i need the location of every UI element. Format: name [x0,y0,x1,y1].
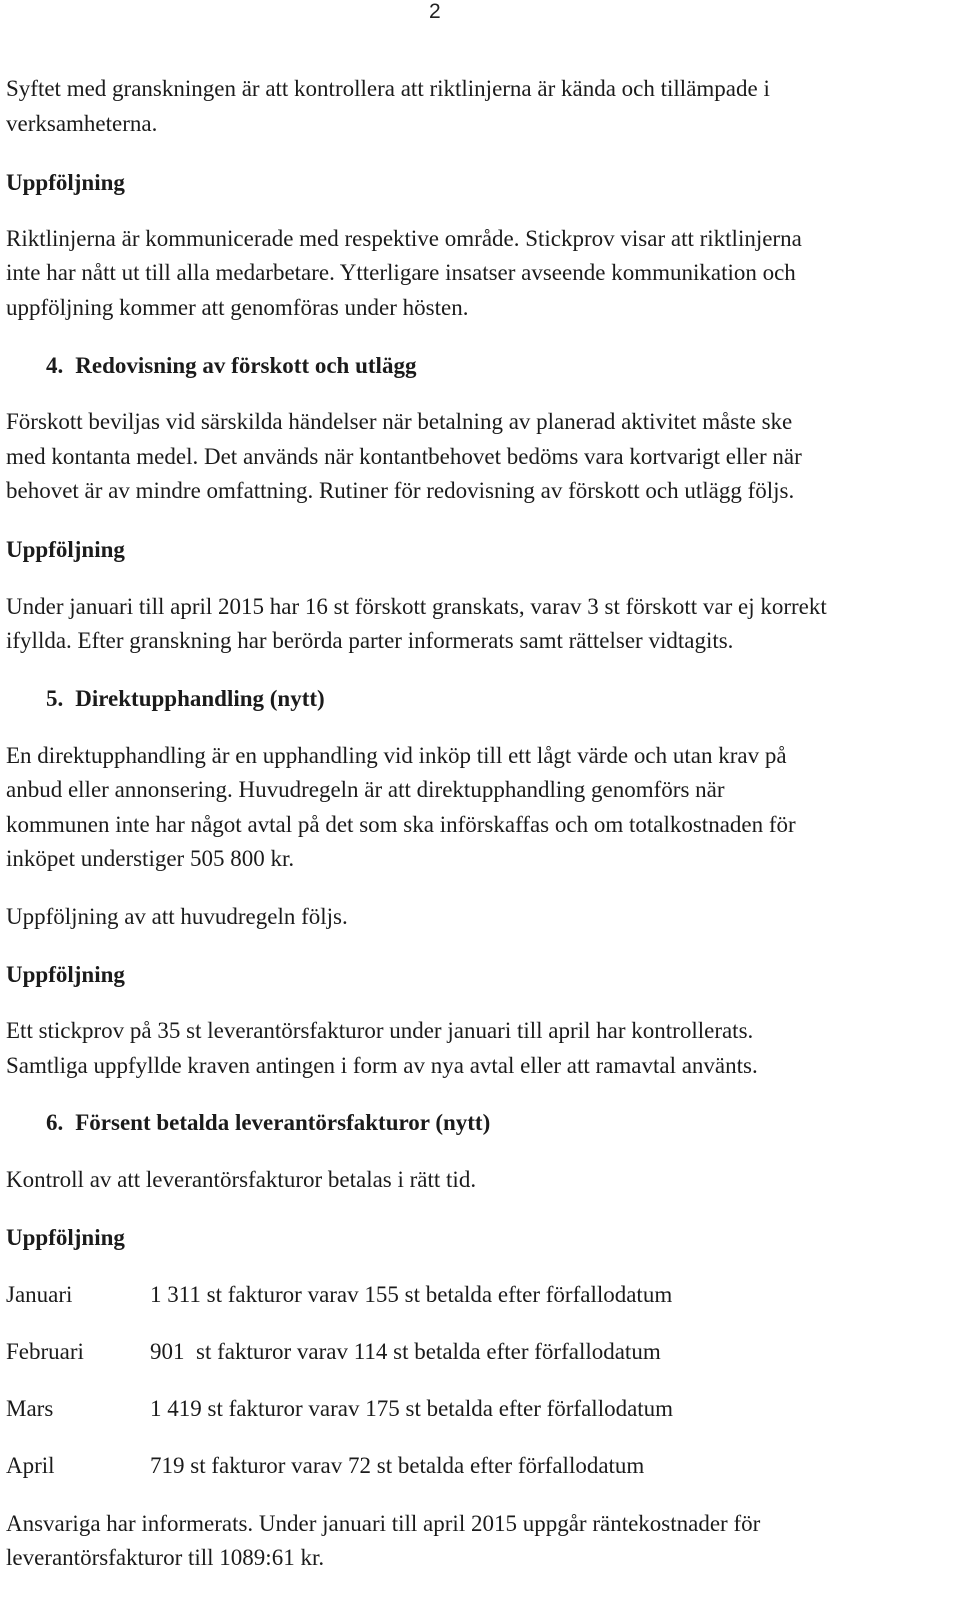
section-5-heading [46,684,325,714]
section-5-line-2: anbud eller annonsering. Huvudregeln är att direktupphandling genomförs när [6,777,725,802]
section-4-number: 4. [46,353,64,378]
section-6-line-1: Kontroll av att leverantörsfakturor betalas i rätt tid. [6,1167,477,1192]
section-6-heading [46,1108,490,1138]
followup-3-line-1: Ett stickprov på 35 st leverantörsfakturor under januari till april har kontrollerats. [6,1018,754,1043]
section-4-line-2: med kontanta medel. Det används när kontantbehovet bedöms vara kortvarigt eller när [6,444,802,469]
month-label: Januari [6,1282,73,1307]
followup-heading-3: Uppföljning [6,962,125,987]
section-5-title: Direktupphandling (nytt) [75,686,325,711]
followup-1-line-3: uppföljning kommer att genomföras under hösten. [6,295,469,320]
section-4-title: Redovisning av förskott och utlägg [75,353,417,378]
followup-heading-1: Uppföljning [6,170,125,195]
month-value: 719 st fakturor varav 72 st betalda efter förfallodatum [150,1453,645,1478]
section-4-line-3: behovet är av mindre omfattning. Rutiner för redovisning av förskott och utlägg följs. [6,478,795,503]
section-5-line-3: kommunen inte har något avtal på det som ska införskaffas och om totalkostnaden för [6,812,796,837]
month-label: Februari [6,1339,84,1364]
page-number: 2 [429,0,441,23]
section-5-line-1: En direktupphandling är en upphandling vid inköp till ett lågt värde och utan krav på [6,743,787,768]
section-5-number: 5. [46,686,64,711]
month-value: 901 st fakturor varav 114 st betalda efter förfallodatum [150,1339,661,1364]
section-4-line-1: Förskott beviljas vid särskilda händelser när betalning av planerad aktivitet måste ske [6,409,793,434]
followup-2-line-2: ifyllda. Efter granskning har berörda parter informerats samt rättelser vidtagits. [6,628,734,653]
purpose-line-1: Syftet med granskningen är att kontrollera att riktlinjerna är kända och tillämpade i [6,76,770,101]
section-5-followup-note: Uppföljning av att huvudregeln följs. [6,904,348,929]
followup-2-line-1: Under januari till april 2015 har 16 st förskott granskats, varav 3 st förskott var ej korrekt [6,594,827,619]
section-5-line-4: inköpet understiger 505 800 kr. [6,846,295,871]
section-4-heading [46,351,416,381]
closing-line-1: Ansvariga har informerats. Under januari till april 2015 uppgår räntekostnader för [6,1511,761,1536]
month-label: Mars [6,1396,54,1421]
section-6-number: 6. [46,1110,64,1135]
section-6-title: Försent betalda leverantörsfakturor (nytt) [75,1110,491,1135]
followup-heading-2: Uppföljning [6,537,125,562]
followup-3-line-2: Samtliga uppfyllde kraven antingen i form av nya avtal eller att ramavtal använts. [6,1053,758,1078]
purpose-line-2: verksamheterna. [6,111,158,136]
followup-1-line-1: Riktlinjerna är kommunicerade med respektive område. Stickprov visar att riktlinjerna [6,226,802,251]
month-value: 1 419 st fakturor varav 175 st betalda efter förfallodatum [150,1396,674,1421]
month-value: 1 311 st fakturor varav 155 st betalda efter förfallodatum [150,1282,673,1307]
closing-line-2: leverantörsfakturor till 1089:61 kr. [6,1545,325,1570]
followup-heading-4: Uppföljning [6,1225,125,1250]
followup-1-line-2: inte har nått ut till alla medarbetare. Ytterligare insatser avseende kommunikation och [6,260,796,285]
month-label: April [6,1453,55,1478]
